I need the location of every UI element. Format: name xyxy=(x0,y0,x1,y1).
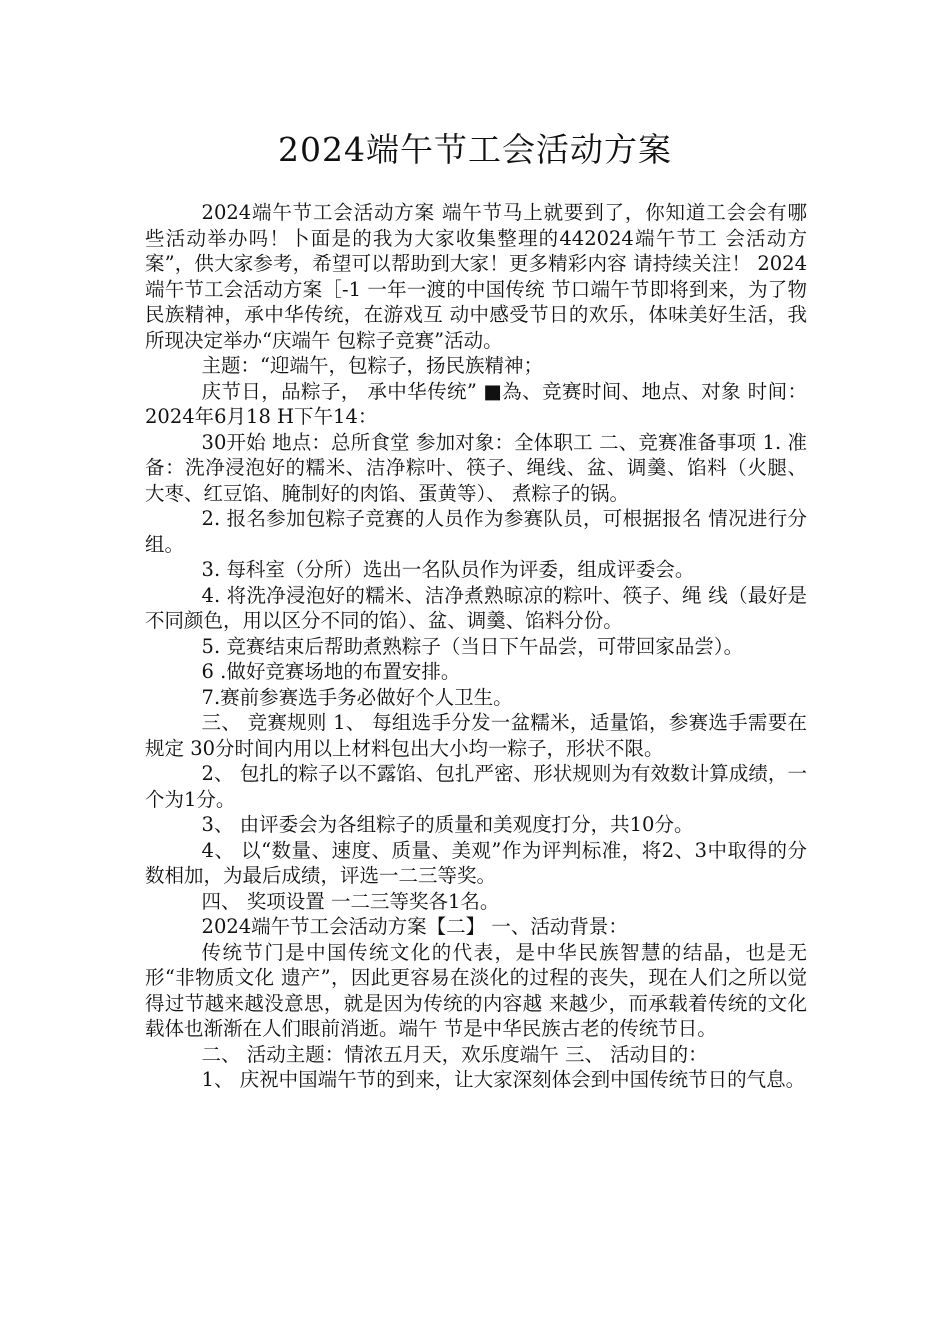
paragraph: 主题：“迎端午，包粽子，扬民族精神； xyxy=(201,354,544,377)
document-title: 2024端午节工会活动方案 xyxy=(278,130,672,169)
paragraph: 7.赛前参赛选手务必做好个人卫生。 xyxy=(201,685,513,709)
paragraph: 4. 将洗净浸泡好的糯米、洁净煮熟晾凉的粽叶、筷子、绳 线（最好是不同颜色，用以区分不同的馅）、盆、调羹、馅料分份。 xyxy=(145,583,807,632)
paragraph: 三、 竞赛规则 1、 每组选手分发一盆糯米，适量馅，参赛选手需要在规定 30分时间内用以上材料包出大小均一粽子，形状不限。 xyxy=(145,711,807,760)
paragraph: 二、 活动主题：情浓五月天，欢乐度端午 三、 活动目的： xyxy=(201,1042,708,1066)
paragraph: 2、 包扎的粽子以不露馅、包扎严密、形状规则为有效数计算成绩，一个为1分。 xyxy=(145,762,807,811)
document-body xyxy=(145,200,807,1093)
paragraph: 3. 每科室（分所）选出一名队员作为评委，组成评委会。 xyxy=(201,558,695,581)
paragraph: 30开始 地点：总所食堂 参加对象：全体职工 二、竞赛准备事项 1. 准备：洗净浸泡好的糯米、洁净粽叶、筷子、绳线、盆、调羹、馅料（火腿、大枣、红豆馅、腌制好的肉馅、蛋黄等）、 煮粽子的锅。 xyxy=(145,430,807,505)
paragraph: 4、 以“数量、速度、质量、美观”作为评判标准，将2、3中取得的分数相加，为最后成绩，评选一二三等奖。 xyxy=(145,838,807,887)
paragraph: 庆节日，品粽子， 承中华传统” ■為、竞赛时间、地点、对象 时间：2024年6月18 H下午14： xyxy=(145,379,807,428)
paragraph: 1、 庆祝中国端午节的到来，让大家深刻体会到中国传统节日的气息。 xyxy=(201,1068,806,1091)
paragraph: 四、 奖项设置 一二三等奖各1名。 xyxy=(201,889,500,913)
paragraph: 5. 竞赛结束后帮助煮熟粽子（当日下午品尝，可带回家品尝）。 xyxy=(201,634,744,658)
paragraph: 2. 报名参加包粽子竞赛的人员作为参赛队员，可根据报名 情况进行分组。 xyxy=(145,507,807,556)
paragraph: 2024端午节工会活动方案 端午节马上就要到了，你知道工会会有哪 些活动举办吗！卜面是的我为大家收集整理的442024端午节工 会活动方案”，供大家参考，希望可以帮助到大家！更多精彩内容 请持续关注！ 2024端午节工会活动方案［-1 一年一渡的中国传统 节口端午节即将到来，为了物民族精神，承中华传统，在游戏互 动中感受节日的欢乐，体味美好生活，我所现决定举办“庆端午 包粽子竞赛”活动。 xyxy=(145,201,807,352)
paragraph: 传统节门是中国传统文化的代表，是中华民族智慧的结晶，也是无形“非物质文化 遗产”，因此更容易在淡化的过程的丧失，现在人们之所以觉得过节越来越没意思，就是因为传统的内容越 来越少，而承载着传统的文化载体也渐渐在人们眼前消逝。端午 节是中华民族古老的传统节日。 xyxy=(145,940,807,1040)
paragraph: 6 .做好竞赛场地的布置安排。 xyxy=(201,660,461,683)
paragraph: 3、 由评委会为各组粽子的质量和美观度打分，共10分。 xyxy=(201,813,694,836)
paragraph: 2024端午节工会活动方案【二】 一、活动背景： xyxy=(201,915,628,938)
